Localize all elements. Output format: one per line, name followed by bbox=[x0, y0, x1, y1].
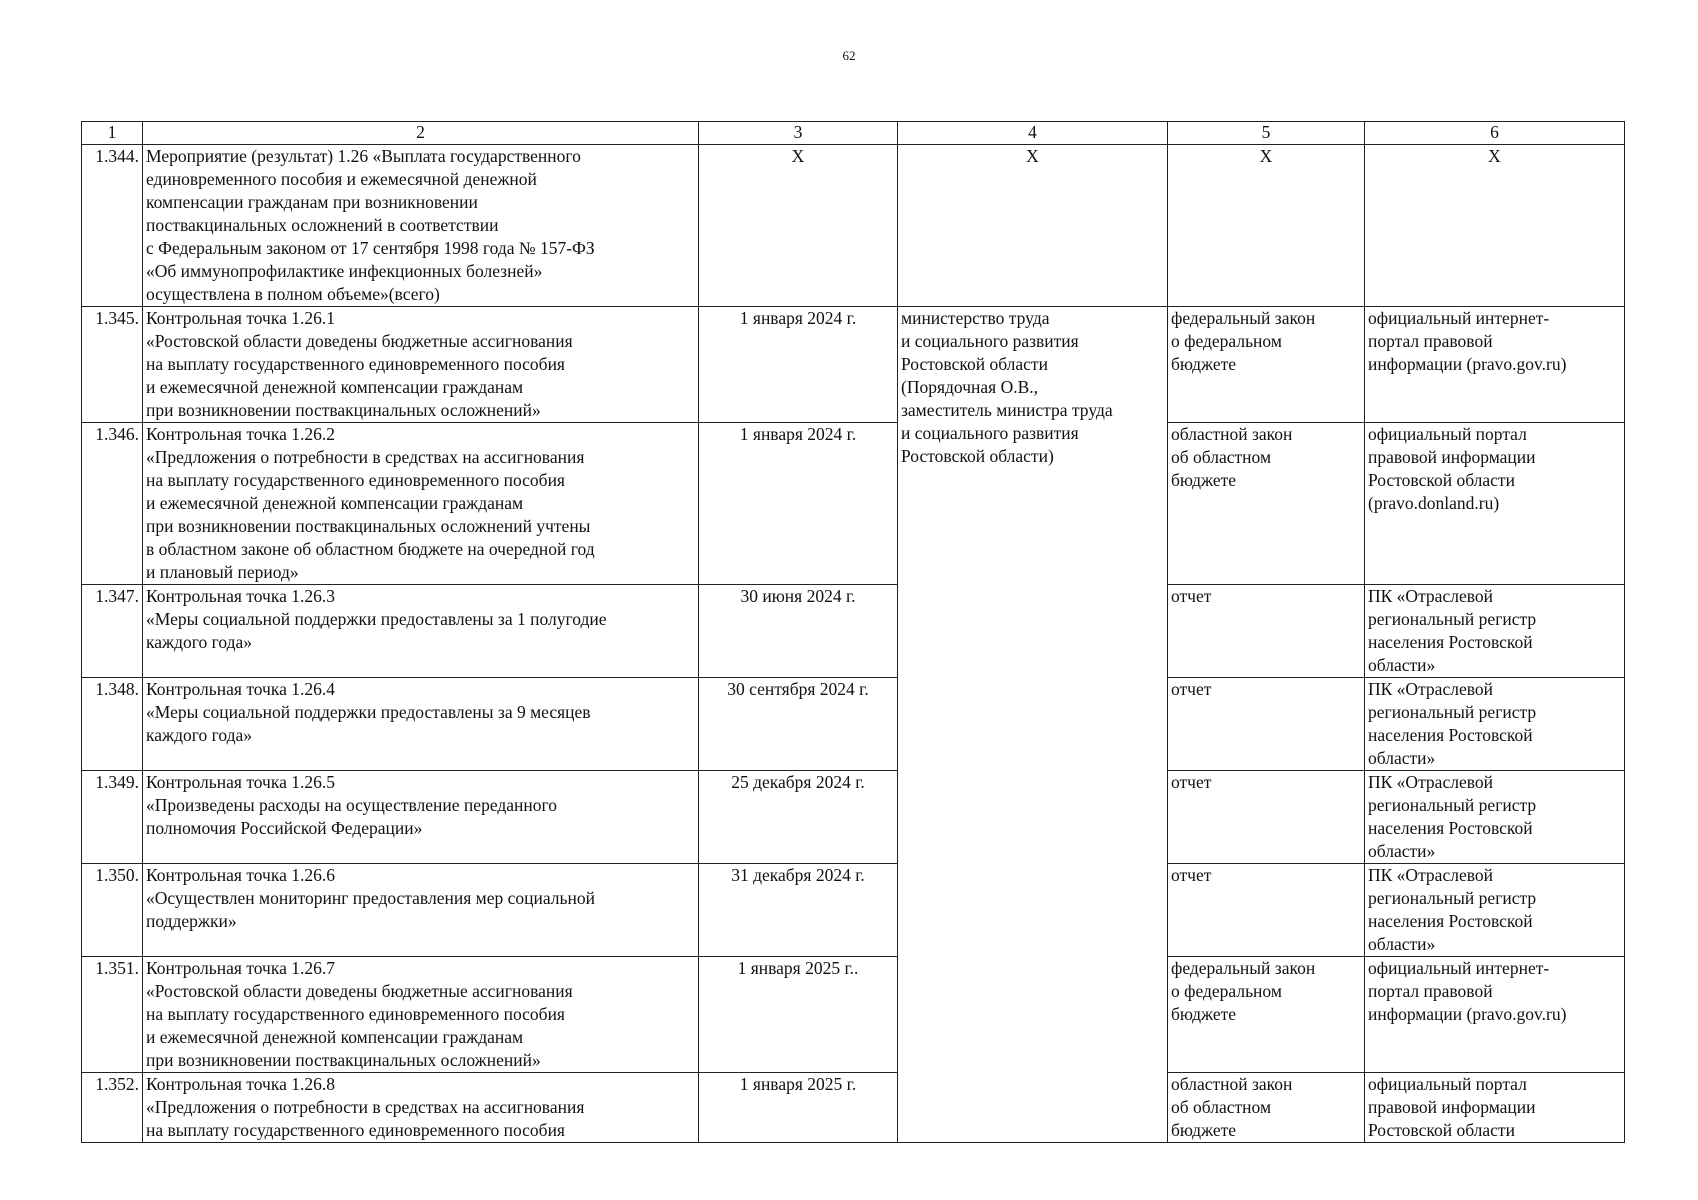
row-document: отчет bbox=[1168, 864, 1365, 957]
row-document: отчет bbox=[1168, 678, 1365, 771]
row-document: отчет bbox=[1168, 771, 1365, 864]
row-number: 1.347. bbox=[82, 585, 143, 678]
row-name: Контрольная точка 1.26.6 «Осуществлен мониторинг предоставления мер социальной поддержки» bbox=[143, 864, 699, 957]
table-row bbox=[82, 145, 1625, 307]
row-source: официальный портал правовой информации Ростовской области (pravo.donland.ru) bbox=[1365, 423, 1625, 585]
table-row bbox=[82, 423, 1625, 585]
row-date: 1 января 2025 г.. bbox=[699, 957, 898, 1073]
row-name: Контрольная точка 1.26.5 «Произведены расходы на осуществление переданного полномочия Российской Федерации» bbox=[143, 771, 699, 864]
row-document: областной закон об областном бюджете bbox=[1168, 1073, 1365, 1143]
row-date: 1 января 2024 г. bbox=[699, 423, 898, 585]
header-col-5: 5 bbox=[1168, 122, 1365, 145]
row-source: официальный интернет- портал правовой информации (pravo.gov.ru) bbox=[1365, 307, 1625, 423]
responsible-merged-cell: министерство труда и социального развития Ростовской области (Порядочная О.В., заместитель министра труда и социального развития Ростовской области) bbox=[898, 307, 1168, 1143]
row-number: 1.352. bbox=[82, 1073, 143, 1143]
row-source: ПК «Отраслевой региональный регистр населения Ростовской области» bbox=[1365, 678, 1625, 771]
row-source: официальный портал правовой информации Ростовской области bbox=[1365, 1073, 1625, 1143]
table-row bbox=[82, 585, 1625, 678]
row-document: X bbox=[1168, 145, 1365, 307]
header-row bbox=[82, 122, 1625, 145]
row-date: 30 июня 2024 г. bbox=[699, 585, 898, 678]
row-number: 1.351. bbox=[82, 957, 143, 1073]
control-points-table bbox=[81, 121, 1625, 1143]
row-source: ПК «Отраслевой региональный регистр населения Ростовской области» bbox=[1365, 585, 1625, 678]
table-row bbox=[82, 957, 1625, 1073]
row-name: Контрольная точка 1.26.8 «Предложения о потребности в средствах на ассигнования на выплату государственного единовременного пособия bbox=[143, 1073, 699, 1143]
row-number: 1.348. bbox=[82, 678, 143, 771]
row-name: Контрольная точка 1.26.4 «Меры социальной поддержки предоставлены за 9 месяцев каждого года» bbox=[143, 678, 699, 771]
row-source: ПК «Отраслевой региональный регистр населения Ростовской области» bbox=[1365, 864, 1625, 957]
row-document: отчет bbox=[1168, 585, 1365, 678]
row-source: официальный интернет- портал правовой информации (pravo.gov.ru) bbox=[1365, 957, 1625, 1073]
row-date: 31 декабря 2024 г. bbox=[699, 864, 898, 957]
table-row bbox=[82, 307, 1625, 423]
header-col-6: 6 bbox=[1365, 122, 1625, 145]
table-row bbox=[82, 1073, 1625, 1143]
table-row bbox=[82, 678, 1625, 771]
row-source: X bbox=[1365, 145, 1625, 307]
page-number: 62 bbox=[842, 48, 856, 63]
row-document: федеральный закон о федеральном бюджете bbox=[1168, 307, 1365, 423]
row-source: ПК «Отраслевой региональный регистр населения Ростовской области» bbox=[1365, 771, 1625, 864]
row-date: 30 сентября 2024 г. bbox=[699, 678, 898, 771]
table-row bbox=[82, 864, 1625, 957]
row-name: Контрольная точка 1.26.2 «Предложения о потребности в средствах на ассигнования на выплату государственного единовременного пособия и ежемесячной денежной компенсации гражданам при возникновении поствакцинальных осложнений учтены в областном законе об областном бюджете на очередной год и плановый период» bbox=[143, 423, 699, 585]
row-date: 25 декабря 2024 г. bbox=[699, 771, 898, 864]
row-document: областной закон об областном бюджете bbox=[1168, 423, 1365, 585]
header-col-3: 3 bbox=[699, 122, 898, 145]
row-number: 1.349. bbox=[82, 771, 143, 864]
row-date: 1 января 2024 г. bbox=[699, 307, 898, 423]
header-col-4: 4 bbox=[898, 122, 1168, 145]
row-responsible: X bbox=[898, 145, 1168, 307]
row-name: Контрольная точка 1.26.1 «Ростовской области доведены бюджетные ассигнования на выплату государственного единовременного пособия и ежемесячной денежной компенсации гражданам при возникновении поствакцинальных осложнений» bbox=[143, 307, 699, 423]
row-name: Контрольная точка 1.26.7 «Ростовской области доведены бюджетные ассигнования на выплату государственного единовременного пособия и ежемесячной денежной компенсации гражданам при возникновении поствакцинальных осложнений» bbox=[143, 957, 699, 1073]
row-number: 1.346. bbox=[82, 423, 143, 585]
row-date: 1 января 2025 г. bbox=[699, 1073, 898, 1143]
table-row bbox=[82, 771, 1625, 864]
row-number: 1.350. bbox=[82, 864, 143, 957]
row-name: Контрольная точка 1.26.3 «Меры социальной поддержки предоставлены за 1 полугодие каждого года» bbox=[143, 585, 699, 678]
header-col-1: 1 bbox=[82, 122, 143, 145]
row-name: Мероприятие (результат) 1.26 «Выплата государственного единовременного пособия и ежемесячной денежной компенсации гражданам при возникновении поствакцинальных осложнений в соответствии с Федеральным законом от 17 сентября 1998 года № 157-ФЗ «Об иммунопрофилактике инфекционных болезней» осуществлена в полном объеме»(всего) bbox=[143, 145, 699, 307]
row-number: 1.344. bbox=[82, 145, 143, 307]
row-number: 1.345. bbox=[82, 307, 143, 423]
header-col-2: 2 bbox=[143, 122, 699, 145]
row-date: X bbox=[699, 145, 898, 307]
row-document: федеральный закон о федеральном бюджете bbox=[1168, 957, 1365, 1073]
